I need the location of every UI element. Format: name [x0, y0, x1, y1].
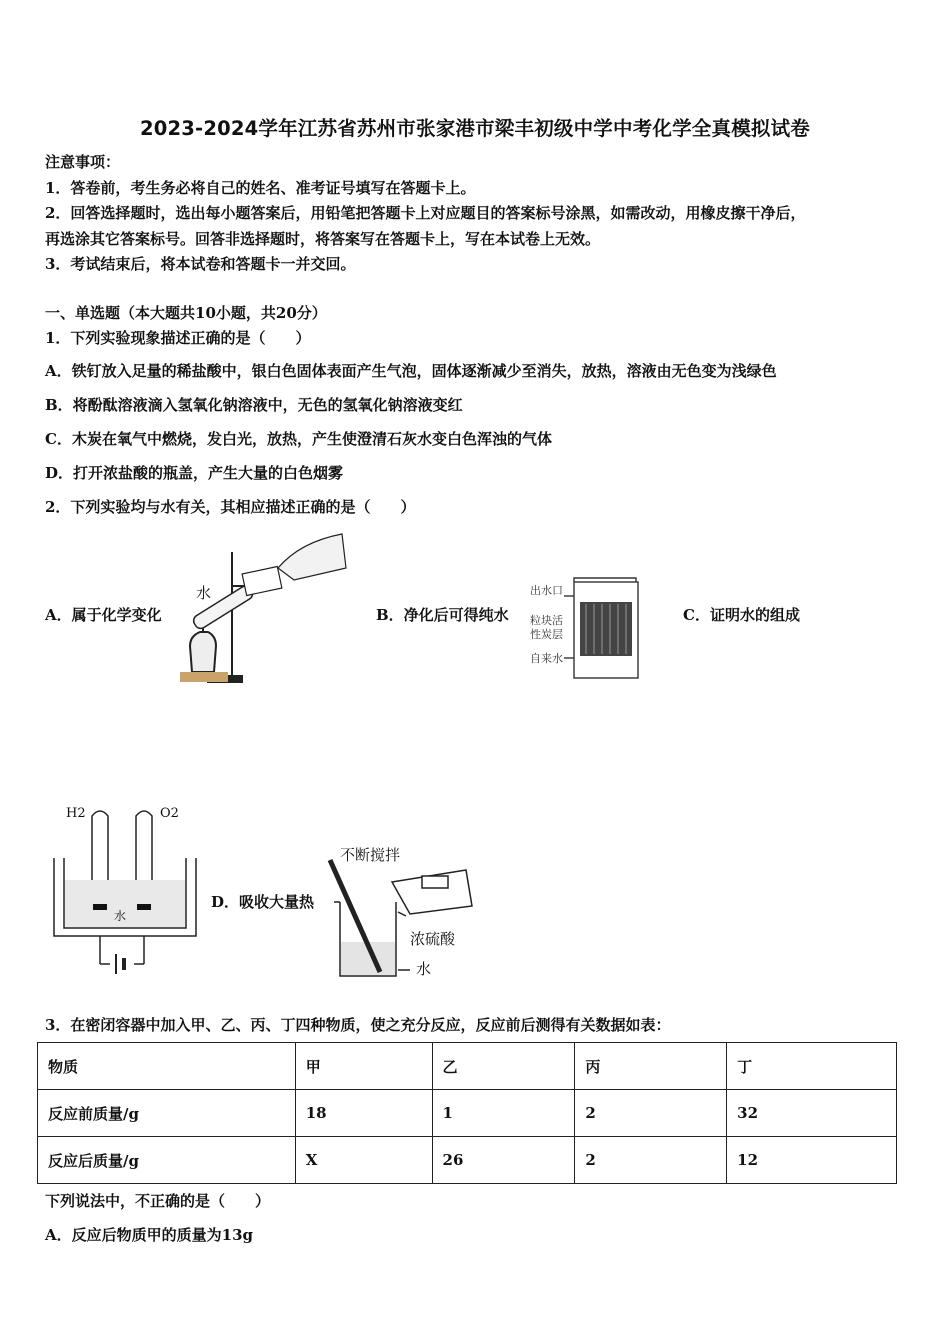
q1-option-c: C．木炭在氧气中燃烧，发白光，放热，产生使澄清石灰水变白色浑浊的气体: [45, 430, 552, 448]
table-cell: 32: [727, 1090, 897, 1137]
table-cell: 反应前质量/g: [38, 1090, 296, 1137]
table-cell: 反应后质量/g: [38, 1137, 296, 1184]
figure-acid-dilution: [322, 842, 492, 982]
q1-option-b: B．将酚酞溶液滴入氢氧化钠溶液中，无色的氢氧化钠溶液变红: [45, 396, 463, 414]
glass-plate: [242, 566, 282, 595]
fig-b-carbon-label-1: 粒块活: [530, 614, 563, 627]
q2-option-c: C．证明水的组成: [683, 606, 800, 624]
q1-option-d: D．打开浓盐酸的瓶盖，产生大量的白色烟雾: [45, 464, 344, 482]
electrode-pos: [137, 904, 151, 910]
q2-stem: 2．下列实验均与水有关，其相应描述正确的是（ ）: [45, 498, 416, 516]
fig-b-outlet-label: 出水口: [530, 584, 563, 597]
electrode-neg: [93, 904, 107, 910]
q3-data-table: [37, 1042, 897, 1184]
carbon-layer: [580, 602, 632, 656]
hand: [278, 534, 346, 580]
table-cell: 26: [432, 1137, 575, 1184]
q3-follow: 下列说法中，不正确的是（ ）: [45, 1192, 271, 1210]
notice-item-2b: 再选涂其它答案标号。回答非选择题时，将答案写在答题卡上，写在本试卷上无效。: [45, 230, 601, 248]
q1-option-a: A．铁钉放入足量的稀盐酸中，银白色固体表面产生气泡，固体逐渐减少至消失，放热，溶液由无色变为浅绿色: [45, 362, 777, 380]
table-cell: 丁: [727, 1043, 897, 1090]
figure-water-purifier: [528, 576, 658, 680]
table-cell: 1: [432, 1090, 575, 1137]
q1-stem: 1．下列实验现象描述正确的是（ ）: [45, 329, 311, 347]
lamp-mat: [180, 672, 228, 682]
q2-option-d: D．吸收大量热: [211, 893, 315, 911]
fig-a-water-label: 水: [196, 584, 212, 602]
fig-c-water-label: 水: [114, 909, 127, 923]
fig-d-water-label: 水: [416, 960, 432, 978]
fig-c-h2-label: H2: [66, 806, 86, 821]
table-cell: 2: [575, 1137, 727, 1184]
section-heading: 一、单选题（本大题共10小题，共20分）: [45, 304, 327, 322]
q3-option-a: A．反应后物质甲的质量为13g: [45, 1226, 254, 1244]
notice-item-3: 3．考试结束后，将本试卷和答题卡一并交回。: [45, 255, 356, 273]
table-cell: 丙: [575, 1043, 727, 1090]
table-cell: 18: [295, 1090, 432, 1137]
table-cell: 物质: [38, 1043, 296, 1090]
figure-water-boiling: [170, 528, 350, 688]
fig-d-stir-label: 不断搅拌: [340, 846, 401, 864]
table-cell: 乙: [432, 1043, 575, 1090]
notice-heading: 注意事项：: [45, 153, 121, 171]
table-cell: 甲: [295, 1043, 432, 1090]
fig-d-acid-label: 浓硫酸: [410, 930, 456, 948]
table-cell: 12: [727, 1137, 897, 1184]
fig-b-inlet-label: 自来水: [530, 652, 563, 665]
alcohol-lamp: [190, 632, 216, 672]
q2-option-a: A．属于化学变化: [45, 606, 162, 624]
q3-stem: 3．在密闭容器中加入甲、乙、丙、丁四种物质，使之充分反应，反应前后测得有关数据如表：: [45, 1016, 671, 1034]
notice-item-2a: 2．回答选择题时，选出每小题答案后，用铅笔把答题卡上对应题目的答案标号涂黑，如需改动，用橡皮擦干净后，: [45, 204, 806, 222]
table-row: [38, 1090, 897, 1137]
table-cell: X: [295, 1137, 432, 1184]
page-title: 2023-2024学年江苏省苏州市张家港市梁丰初级中学中考化学全真模拟试卷: [139, 117, 811, 140]
figure-electrolysis: [50, 800, 200, 978]
notice-item-1: 1．答卷前，考生务必将自己的姓名、准考证号填写在答题卡上。: [45, 179, 476, 197]
table-row: [38, 1137, 897, 1184]
q2-option-b: B．净化后可得纯水: [376, 606, 509, 624]
table-cell: 2: [575, 1090, 727, 1137]
table-header-row: [38, 1043, 897, 1090]
fig-b-carbon-label-2: 性炭层: [530, 628, 563, 641]
fig-c-o2-label: O2: [160, 806, 179, 821]
